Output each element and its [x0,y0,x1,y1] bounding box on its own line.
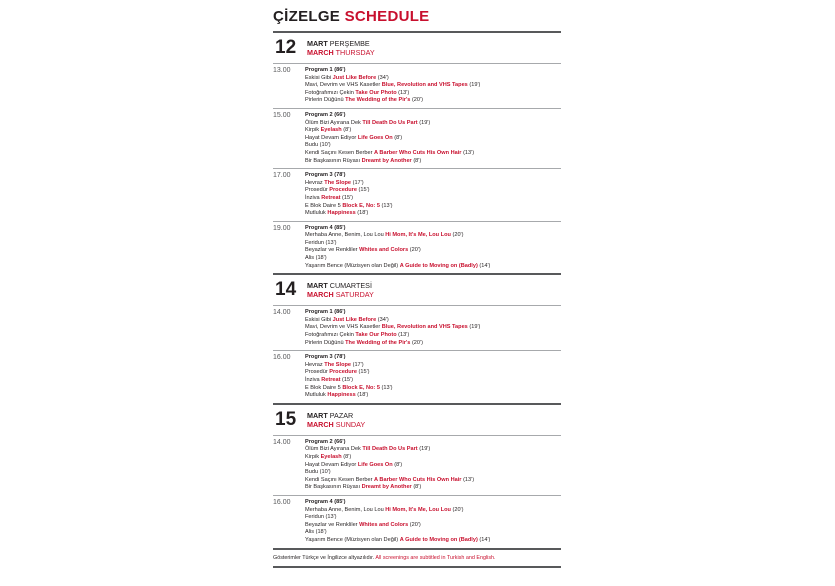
film-title-english: Retreat [321,377,341,383]
film-duration: (20') [452,232,464,239]
film-item [305,522,561,530]
film-duration: (8') [394,461,403,468]
film-title-turkish: Eskisi Gibi [305,74,332,81]
film-title-turkish: Hevraz [305,361,323,368]
film-item [305,392,561,400]
film-title-english: Hi Mom, It's Me, Lou Lou [385,232,451,239]
film-title-turkish: Budu [305,142,319,149]
film-title-english: Just Like Before [332,74,377,81]
film-item [305,210,561,218]
film-item [305,454,561,462]
film-title-english: The Wedding of the Pir's [345,339,411,346]
film-duration: (18') [315,529,327,536]
film-title-turkish: Hayat Devam Ediyor [305,461,357,468]
film-item [305,90,561,98]
film-title-english: Whites and Colors [359,521,409,528]
film-title-turkish: Yaşarım Bence (Müzisyen olan Değil) [305,262,399,269]
program-title: Program 2 (66') [305,111,346,118]
footer-english: All screenings are subtitled in Turkish and English. [375,554,496,561]
film-title-english: Dreamt by Another [361,157,412,164]
film-list [305,439,561,492]
film-title-turkish: Feridun [305,239,324,246]
film-title-turkish: Ölüm Bizi Ayırana Dek [305,119,361,126]
film-title-turkish: Bir Başkasının Rüyası [305,484,361,491]
film-item [305,263,561,271]
film-title-turkish: Mavi, Devrim ve VHS Kasetler [305,324,381,331]
screening-time: 15.00 [273,111,291,119]
film-duration: (10') [319,469,331,476]
day-label-english [307,420,365,429]
film-list [305,67,561,105]
film-title-turkish: Hayat Devam Ediyor [305,134,357,141]
screening-slot [273,64,561,108]
film-item [305,369,561,377]
film-title-english: Dreamt by Another [361,484,412,491]
film-duration: (13') [398,332,410,339]
film-duration: (19') [469,82,481,89]
film-title-turkish: Beyazlar ve Renkliler [305,247,358,254]
screening-time: 14.00 [273,438,291,446]
film-item [305,340,561,348]
film-duration: (13') [381,384,393,391]
screening-time: 19.00 [273,224,291,232]
film-title-turkish: Kirpik [305,127,319,134]
film-duration: (15') [342,377,354,383]
month-turkish: MART [307,281,328,291]
weekday-english: SUNDAY [335,419,366,429]
screening-time: 17.00 [273,172,291,180]
film-title-english: A Guide to Moving on (Badly) [399,536,478,543]
film-title-english: Eyelash [320,127,342,134]
title-turkish: ÇİZELGE [273,8,341,25]
film-duration: (20') [411,97,423,104]
film-duration: (13') [398,89,410,96]
film-item [305,158,561,166]
film-item [305,232,561,240]
film-title-turkish: Alis [305,255,315,262]
film-title-turkish: Merhaba Anne, Benim, Lou Lou [305,506,384,513]
program-title: Program 3 (78') [305,172,346,179]
weekday-english: SATURDAY [335,290,374,300]
film-duration: (10') [319,142,331,149]
month-english: MARCH [307,419,334,429]
film-title-turkish: Pirlerin Düğünü [305,339,344,346]
screening-slot [273,169,561,221]
film-duration: (8') [394,134,403,141]
film-item [305,377,561,385]
film-duration: (8') [343,127,352,134]
film-item [305,255,561,263]
title-english: SCHEDULE [344,8,430,25]
film-item [305,332,561,340]
film-title-turkish: Eskisi Gibi [305,316,332,323]
film-item [305,446,561,454]
film-list [305,112,561,165]
film-item [305,529,561,537]
day-header [273,33,561,63]
subtitle-note [273,550,561,566]
film-title-turkish: Alis [305,529,315,536]
film-title-turkish: İnziva [305,194,320,201]
film-title-turkish: Pirlerin Düğünü [305,97,344,104]
film-title-english: The Wedding of the Pir's [345,97,411,104]
program-title: Program 3 (78') [305,354,346,361]
film-item [305,135,561,143]
film-title-english: Happiness [327,392,356,399]
film-item [305,324,561,332]
day-labels [307,411,365,429]
film-duration: (13') [463,476,475,483]
film-title-turkish: Bir Başkasının Rüyası [305,157,361,164]
film-title-turkish: Kirpik [305,453,319,460]
film-title-turkish: Mutluluk [305,392,326,399]
film-title-english: Procedure [329,187,357,194]
screening-slot [273,436,561,495]
film-item [305,203,561,211]
film-item [305,75,561,83]
film-title-english: A Guide to Moving on (Badly) [399,262,478,269]
film-list [305,309,561,347]
film-title-english: Blue, Revolution and VHS Tapes [381,324,468,331]
film-list [305,225,561,271]
weekday-turkish: PAZAR [329,410,354,420]
film-item [305,180,561,188]
program-title: Program 1 (86') [305,309,346,316]
film-title-english: Take Our Photo [355,89,397,96]
footer-turkish: Gösterimler Türkçe ve İngilizce altyazılıdır. [273,554,375,561]
day-label-turkish [307,39,375,48]
weekday-english: THURSDAY [335,48,375,57]
film-item [305,127,561,135]
screening-slot [273,109,561,168]
film-title-turkish: Budu [305,469,319,476]
screening-time: 14.00 [273,309,291,317]
film-item [305,385,561,393]
film-duration: (19') [419,446,431,453]
film-duration: (8') [343,453,352,460]
film-title-turkish: Beyazlar ve Renkliler [305,521,358,528]
day-label-turkish [307,411,365,420]
film-title-turkish: Prosedür [305,187,328,194]
film-duration: (20') [452,506,464,513]
day-number: 12 [275,37,297,58]
film-title-english: Life Goes On [357,134,393,141]
day-label-english [307,290,374,299]
day-header [273,405,561,435]
program-title: Program 4 (85') [305,498,346,505]
screening-time: 16.00 [273,498,291,506]
film-item [305,120,561,128]
film-list [305,354,561,400]
film-title-turkish: Fotoğrafımızı Çekin [305,332,354,339]
film-duration: (34') [377,316,389,323]
film-duration: (8') [413,484,422,491]
film-duration: (17') [352,361,364,368]
film-duration: (13') [463,149,475,156]
film-title-turkish: E Blok Daire 5 [305,202,341,209]
film-item [305,469,561,477]
film-title-turkish: Mutluluk [305,210,326,217]
film-title-turkish: Kendi Saçını Kesen Berber [305,476,373,483]
screening-time: 16.00 [273,354,291,362]
film-duration: (15') [358,187,370,194]
film-duration: (19') [419,119,431,126]
day-header [273,275,561,305]
film-title-english: Eyelash [320,453,342,460]
film-title-english: The Slope [324,361,352,368]
day-label-english [307,48,375,57]
film-duration: (18') [315,255,327,262]
film-item [305,150,561,158]
film-duration: (14') [479,262,491,269]
film-title-turkish: İnziva [305,377,320,383]
film-item [305,477,561,485]
film-title-turkish: Kendi Saçını Kesen Berber [305,149,373,156]
film-title-english: Hi Mom, It's Me, Lou Lou [385,506,451,513]
film-item [305,97,561,105]
film-item [305,187,561,195]
day-label-turkish [307,281,374,290]
divider [273,566,561,568]
film-title-english: A Barber Who Cuts His Own Hair [374,149,462,156]
day-labels [307,39,375,57]
screening-slot [273,306,561,350]
film-duration: (18') [357,210,369,217]
film-list [305,499,561,545]
program-title: Program 1 (86') [305,67,346,73]
film-duration: (15') [358,369,370,376]
page-title [273,8,561,26]
weekday-turkish: CUMARTESİ [329,281,372,291]
screening-slot [273,496,561,548]
film-title-english: Take Our Photo [355,332,397,339]
film-title-turkish: E Blok Daire 5 [305,384,341,391]
weekday-turkish: PERŞEMBE [329,39,370,48]
day-labels [307,281,374,299]
film-title-english: Block E, No: 5 [342,202,380,209]
day-number: 14 [275,279,297,301]
film-duration: (8') [413,157,422,164]
film-item [305,462,561,470]
film-title-english: Till Death Do Us Part [362,119,418,126]
film-title-english: Happiness [327,210,356,217]
film-item [305,317,561,325]
screening-slot [273,351,561,403]
film-title-english: A Barber Who Cuts His Own Hair [374,476,462,483]
film-title-turkish: Merhaba Anne, Benim, Lou Lou [305,232,384,239]
film-item [305,82,561,90]
film-title-english: Retreat [321,194,341,201]
film-title-english: Procedure [329,369,357,376]
film-duration: (13') [325,514,337,521]
film-item [305,484,561,492]
film-duration: (14') [479,536,491,543]
month-turkish: MART [307,39,328,48]
film-duration: (15') [342,194,354,201]
month-turkish: MART [307,410,328,420]
screening-time: 13.00 [273,67,291,74]
day-number: 15 [275,408,297,430]
film-item [305,507,561,515]
film-title-english: Life Goes On [357,461,393,468]
film-title-turkish: Feridun [305,514,324,521]
film-title-english: Till Death Do Us Part [362,446,418,453]
film-title-english: Blue, Revolution and VHS Tapes [381,82,468,89]
film-item [305,195,561,203]
film-duration: (20') [411,339,423,346]
program-title: Program 4 (85') [305,224,346,231]
film-title-english: Whites and Colors [359,247,409,254]
film-item [305,142,561,150]
film-duration: (18') [357,392,369,399]
film-title-turkish: Mavi, Devrim ve VHS Kasetler [305,82,381,89]
film-title-english: Just Like Before [332,316,377,323]
film-title-turkish: Fotoğrafımızı Çekin [305,89,354,96]
film-item [305,537,561,545]
film-item [305,514,561,522]
film-title-turkish: Ölüm Bizi Ayırana Dek [305,446,361,453]
film-duration: (13') [381,202,393,209]
film-title-turkish: Hevraz [305,179,323,186]
screening-slot [273,222,561,274]
schedule-page [273,8,561,568]
film-item [305,362,561,370]
film-list [305,172,561,218]
schedule-days [273,31,561,548]
month-english: MARCH [307,290,334,300]
film-title-turkish: Prosedür [305,369,328,376]
program-title: Program 2 (66') [305,438,346,445]
film-duration: (17') [352,179,364,186]
film-title-english: Block E, No: 5 [342,384,380,391]
film-item [305,240,561,248]
film-duration: (19') [469,324,481,331]
film-title-english: The Slope [324,179,352,186]
month-english: MARCH [307,48,334,57]
film-duration: (20') [409,521,421,528]
film-item [305,247,561,255]
film-duration: (34') [377,74,389,81]
film-duration: (13') [325,239,337,246]
film-duration: (20') [409,247,421,254]
film-title-turkish: Yaşarım Bence (Müzisyen olan Değil) [305,536,399,543]
